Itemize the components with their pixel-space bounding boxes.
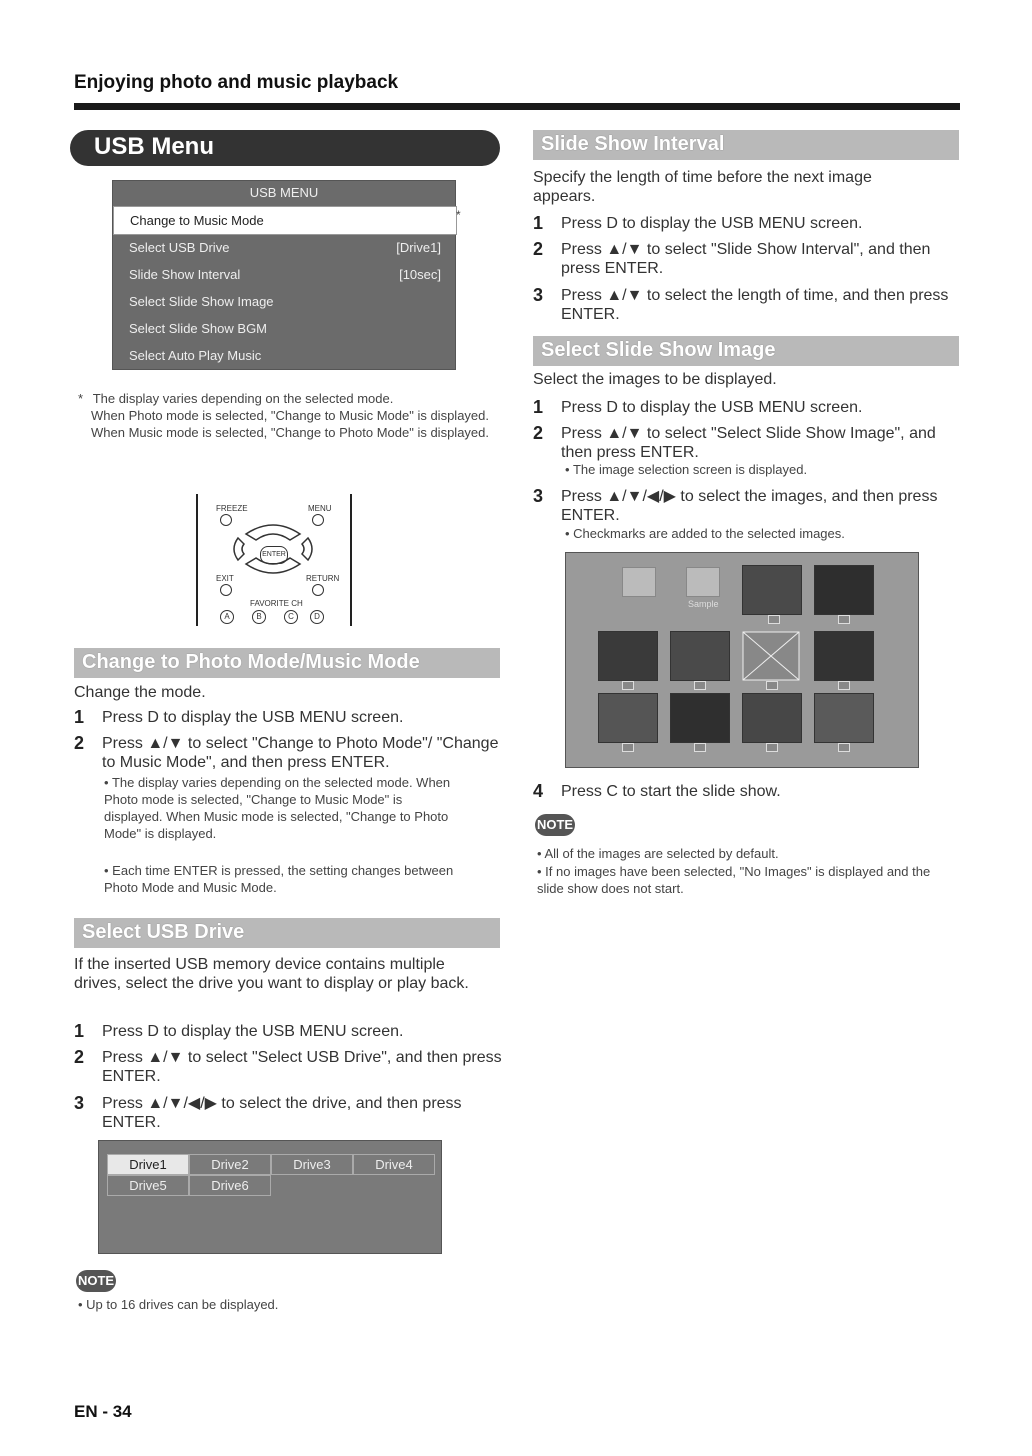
select-drive-intro: If the inserted USB memory device contains multiple drives, select the drive you want to display or play back. — [74, 956, 469, 992]
menu-row[interactable] — [113, 342, 455, 369]
c-button[interactable]: C — [284, 610, 298, 624]
step-number: 2 — [74, 733, 85, 753]
select-image-intro: Select the images to be displayed. — [533, 371, 777, 388]
checkmark-icon — [838, 681, 850, 690]
step-text: Press D to display the USB MENU screen. — [102, 1023, 404, 1040]
step-text: Press ▲/▼ to select "Slide Show Interval", and then press ENTER. — [561, 241, 931, 277]
change-mode-bullet: • The display varies depending on the selected mode. When Photo mode is selected, "Change to Music Mode" is displayed. When Music mode is selected, "Change to Photo Mode" is displayed. — [104, 774, 464, 842]
footnote-line: When Music mode is selected, "Change to Photo Mode" is displayed. — [91, 425, 489, 440]
image-thumbnail[interactable] — [742, 693, 802, 743]
step-number: 1 — [74, 1021, 85, 1041]
menu-row-label: Select Slide Show BGM — [129, 321, 268, 336]
change-mode-bullet: • Each time ENTER is pressed, the setting changes between Photo Mode and Music Mode. — [104, 862, 474, 896]
exit-label: EXIT — [216, 574, 234, 583]
footnote-line: When Photo mode is selected, "Change to Music Mode" is displayed. — [91, 408, 489, 423]
image-thumbnail[interactable] — [814, 565, 874, 615]
image-thumbnail[interactable] — [670, 631, 730, 681]
step-text: Press ▲/▼ to select the length of time, and then press ENTER. — [561, 287, 949, 323]
checkmark-icon — [838, 615, 850, 624]
step-number: 1 — [533, 397, 544, 417]
checkmark-icon — [838, 743, 850, 752]
header-rule — [74, 103, 960, 110]
select-image-note: • All of the images are selected by default. — [537, 845, 779, 862]
footnote-asterisk-inline: * — [78, 391, 84, 406]
menu-row-value: [10sec] — [399, 267, 441, 282]
drive-cell[interactable]: Drive4 — [353, 1154, 435, 1175]
note-badge: NOTE — [535, 814, 575, 836]
step-number: 1 — [533, 213, 544, 233]
usb-menu-footnote — [78, 390, 508, 441]
step-text: Press ▲/▼ to select "Select Slide Show Image", and then press ENTER. — [561, 425, 936, 461]
image-thumbnail[interactable] — [814, 693, 874, 743]
menu-row[interactable] — [113, 288, 455, 315]
checkmark-icon — [768, 615, 780, 624]
menu-row-label: Change to Music Mode — [130, 213, 264, 228]
step-number: 2 — [533, 423, 544, 443]
select-image-note: • If no images have been selected, "No Images" is displayed and the slide show does not start. — [537, 863, 957, 897]
step-number: 3 — [533, 486, 544, 506]
d-button[interactable]: D — [310, 610, 324, 624]
footnote-asterisk: * — [456, 208, 461, 222]
menu-row-label: Select USB Drive — [129, 240, 230, 255]
select-image-title: Select Slide Show Image — [541, 339, 776, 361]
step-text: Press ▲/▼/◀/▶ to select the images, and then press ENTER. — [561, 488, 938, 524]
menu-row[interactable] — [113, 206, 457, 235]
drive-cell[interactable]: Drive6 — [189, 1175, 271, 1196]
select-drive-note: • Up to 16 drives can be displayed. — [78, 1296, 278, 1313]
step-number: 3 — [74, 1093, 85, 1113]
menu-row[interactable] — [113, 234, 455, 261]
select-drive-heading — [74, 918, 500, 948]
step-number: 1 — [74, 707, 85, 727]
image-thumbnail[interactable] — [598, 693, 658, 743]
menu-label: MENU — [308, 504, 332, 513]
folder-icon[interactable] — [622, 567, 656, 597]
step-text: Press ▲/▼ to select "Change to Photo Mode"/ "Change to Music Mode", and then press ENTER. — [102, 735, 499, 771]
b-button[interactable]: B — [252, 610, 266, 624]
a-button[interactable]: A — [220, 610, 234, 624]
checkmark-icon — [766, 743, 778, 752]
select-drive-title: Select USB Drive — [82, 921, 245, 943]
checkmark-icon — [766, 681, 778, 690]
checkmark-icon — [622, 743, 634, 752]
page-header: Enjoying photo and music playback — [74, 72, 399, 93]
thumbnail-screen — [565, 552, 919, 768]
image-thumbnail[interactable] — [742, 565, 802, 615]
checkmark-icon — [694, 681, 706, 690]
step-text: Press D to display the USB MENU screen. — [561, 399, 863, 416]
change-mode-intro: Change the mode. — [74, 684, 206, 701]
exit-button[interactable] — [220, 584, 232, 596]
usb-menu-title: USB Menu — [94, 133, 214, 160]
return-button[interactable] — [312, 584, 324, 596]
change-mode-title: Change to Photo Mode/Music Mode — [82, 651, 420, 673]
step-text: Press ▲/▼ to select "Select USB Drive", and then press ENTER. — [102, 1049, 502, 1085]
menu-row[interactable] — [113, 261, 455, 288]
drive-screen — [98, 1140, 442, 1254]
checkmark-icon — [694, 743, 706, 752]
no-image-icon — [742, 631, 800, 681]
drive-cell[interactable]: Drive3 — [271, 1154, 353, 1175]
interval-title: Slide Show Interval — [541, 133, 725, 155]
image-thumbnail[interactable] — [598, 631, 658, 681]
enter-button[interactable]: ENTER — [260, 546, 288, 564]
drive-cell[interactable]: Drive5 — [107, 1175, 189, 1196]
select-image-sub: • The image selection screen is displayed. — [565, 461, 807, 478]
footnote-line: The display varies depending on the selected mode. — [92, 391, 394, 406]
select-image-heading — [533, 336, 959, 366]
step-number: 3 — [533, 285, 544, 305]
usb-menu-screen — [112, 180, 456, 370]
step-text: Press ▲/▼/◀/▶ to select the drive, and then press ENTER. — [102, 1095, 462, 1131]
image-thumbnail[interactable] — [814, 631, 874, 681]
folder-label: Sample — [688, 599, 719, 609]
drive-cell[interactable]: Drive2 — [189, 1154, 271, 1175]
menu-row-label: Select Slide Show Image — [129, 294, 274, 309]
menu-screen-title: USB MENU — [249, 185, 319, 200]
menu-row-label: Select Auto Play Music — [129, 348, 262, 363]
favorite-label: FAVORITE CH — [250, 599, 303, 608]
usb-menu-heading — [70, 130, 500, 166]
page-number: EN - 34 — [74, 1402, 132, 1421]
image-thumbnail[interactable] — [670, 693, 730, 743]
return-label: RETURN — [306, 574, 340, 583]
step-number: 4 — [533, 781, 544, 801]
change-mode-heading — [74, 648, 500, 678]
interval-intro: Specify the length of time before the next image appears. — [533, 169, 872, 205]
step-number: 2 — [74, 1047, 85, 1067]
interval-heading — [533, 130, 959, 160]
freeze-label: FREEZE — [216, 504, 248, 513]
folder-icon[interactable] — [686, 567, 720, 597]
menu-row-value: [Drive1] — [396, 240, 441, 255]
checkmark-icon — [622, 681, 634, 690]
menu-row-label: Slide Show Interval — [129, 267, 241, 282]
step-text: Press D to display the USB MENU screen. — [561, 215, 863, 232]
menu-row[interactable] — [113, 315, 455, 342]
step-number: 2 — [533, 239, 544, 259]
step-text: Press C to start the slide show. — [561, 783, 781, 800]
remote-illustration — [196, 494, 352, 626]
note-badge: NOTE — [76, 1270, 116, 1292]
select-image-sub: • Checkmarks are added to the selected images. — [565, 525, 845, 542]
drive-cell[interactable]: Drive1 — [107, 1154, 189, 1175]
step-text: Press D to display the USB MENU screen. — [102, 709, 404, 726]
